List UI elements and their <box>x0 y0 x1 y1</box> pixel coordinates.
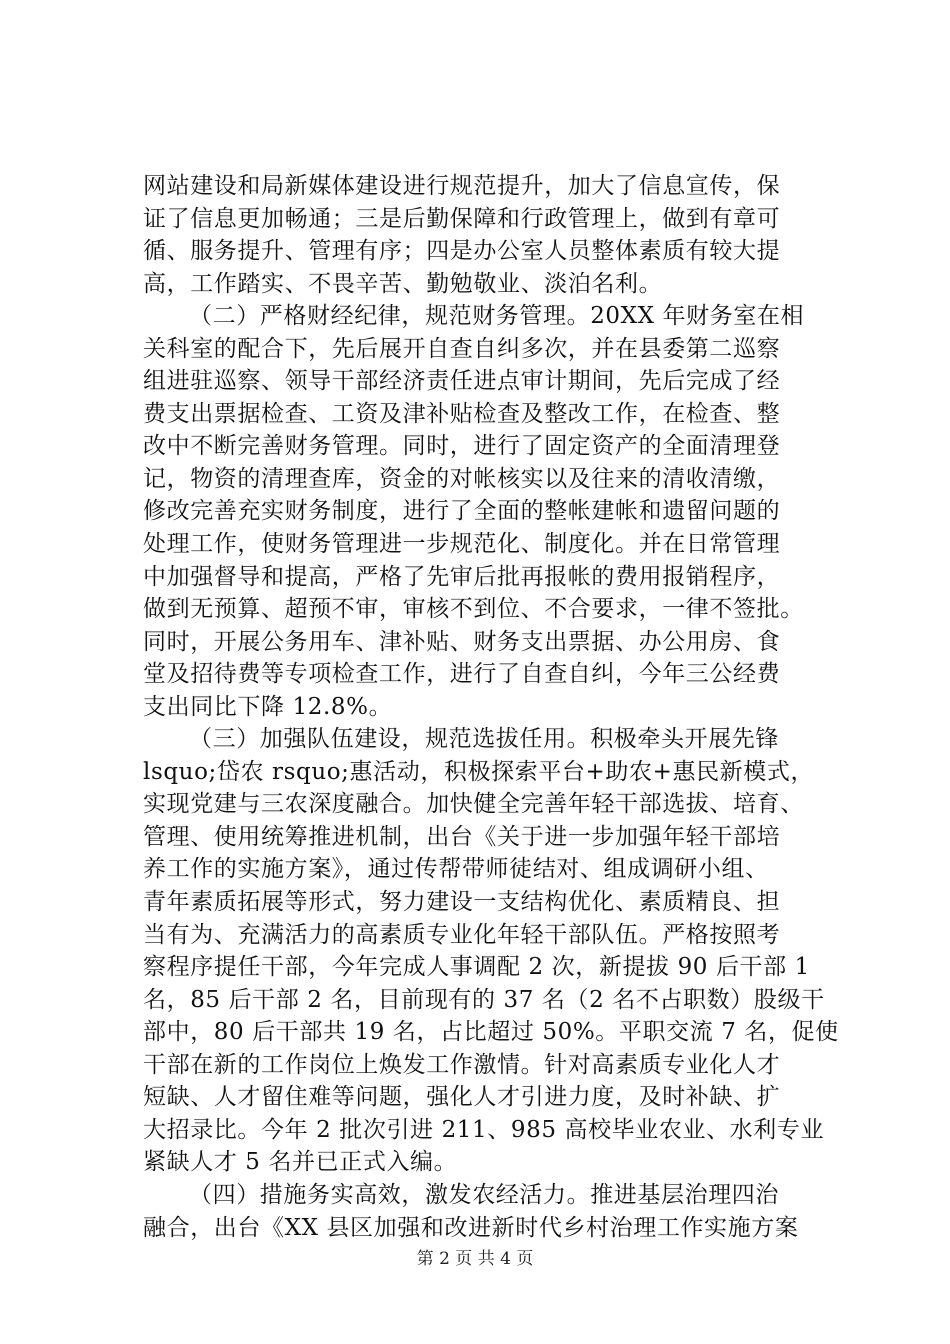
text-line: 支出同比下降 12.8%。 <box>143 693 393 720</box>
text-line: 实现党建与三农深度融合。加快健全完善年轻干部选拔、培育、 <box>143 791 804 818</box>
text-line: 循、服务提升、管理有序；四是办公室人员整体素质有较大提 <box>143 238 781 265</box>
text-line: 当有为、充满活力的高素质专业化年轻干部队伍。严格按照考 <box>143 921 781 948</box>
text-line: 青年素质拓展等形式，努力建设一支结构优化、素质精良、担 <box>143 889 781 916</box>
text-line: 费支出票据检查、工资及津补贴检查及整改工作，在检查、整 <box>143 400 781 427</box>
text-line: 修改完善充实财务制度，进行了全面的整帐建帐和遗留问题的 <box>143 498 781 525</box>
text-line: 养工作的实施方案》，通过传帮带师徒结对、组成调研小组、 <box>143 856 769 883</box>
body-text <box>143 170 843 1244</box>
text-line: lsquo;岱农 rsquo;惠活动，积极探索平台+助农+惠民新模式， <box>143 758 815 785</box>
text-line: 管理、使用统筹推进机制，出台《关于进一步加强年轻干部培 <box>143 823 781 850</box>
text-line: 部中，80 后干部共 19 名，占比超过 50%。平职交流 7 名，促使 <box>143 1019 839 1046</box>
text-line: 中加强督导和提高，严格了先审后批再报帐的费用报销程序， <box>143 563 781 590</box>
page-footer: 第 2 页 共 4 页 <box>416 1249 534 1269</box>
text-line: 大招录比。今年 2 批次引进 211、985 高校毕业农业、水利专业 <box>143 1116 825 1143</box>
text-line: 紧缺人才 5 名并已正式入编。 <box>143 1149 458 1176</box>
section-heading-line: （三）加强队伍建设，规范选拔任用。积极牵头开展先锋 <box>189 726 779 753</box>
text-line: 组进驻巡察、领导干部经济责任进点审计期间，先后完成了经 <box>143 368 781 395</box>
text-line: 堂及招待费等专项检查工作，进行了自查自纠，今年三公经费 <box>143 661 781 688</box>
text-line: 干部在新的工作岗位上焕发工作激情。针对高素质专业化人才 <box>143 1051 781 1078</box>
text-line: 证了信息更加畅通；三是后勤保障和行政管理上，做到有章可 <box>143 205 781 232</box>
text-line: 察程序提任干部，今年完成人事调配 2 次，新提拔 90 后干部 1 <box>143 954 810 981</box>
section-heading-line: （二）严格财经纪律，规范财务管理。20XX 年财务室在相 <box>189 303 805 330</box>
text-line: 同时，开展公务用车、津补贴、财务支出票据、办公用房、食 <box>143 628 781 655</box>
text-line: 改中不断完善财务管理。同时，进行了固定资产的全面清理登 <box>143 433 781 460</box>
text-line: 名，85 后干部 2 名，目前现有的 37 名（2 名不占职数）股级干 <box>143 986 825 1013</box>
text-line: 融合，出台《XX 县区加强和改进新时代乡村治理工作实施方案 <box>143 1214 799 1241</box>
text-line: 处理工作，使财务管理进一步规范化、制度化。并在日常管理 <box>143 531 781 558</box>
text-line: 短缺、人才留住难等问题，强化人才引进力度，及时补缺、扩 <box>143 1084 781 1111</box>
text-line: 网站建设和局新媒体建设进行规范提升，加大了信息宣传，保 <box>143 173 781 199</box>
text-line: 关科室的配合下，先后展开自查自纠多次，并在县委第二巡察 <box>143 335 781 362</box>
section-heading-line: （四）措施务实高效，激发农经活力。推进基层治理四治 <box>189 1181 779 1208</box>
text-line: 做到无预算、超预不审，审核不到位、不合要求，一律不签批。 <box>143 596 804 623</box>
text-line: 记，物资的清理查库，资金的对帐核实以及往来的清收清缴， <box>143 465 781 492</box>
text-line: 高，工作踏实、不畏辛苦、勤勉敬业、淡泊名利。 <box>143 270 663 297</box>
